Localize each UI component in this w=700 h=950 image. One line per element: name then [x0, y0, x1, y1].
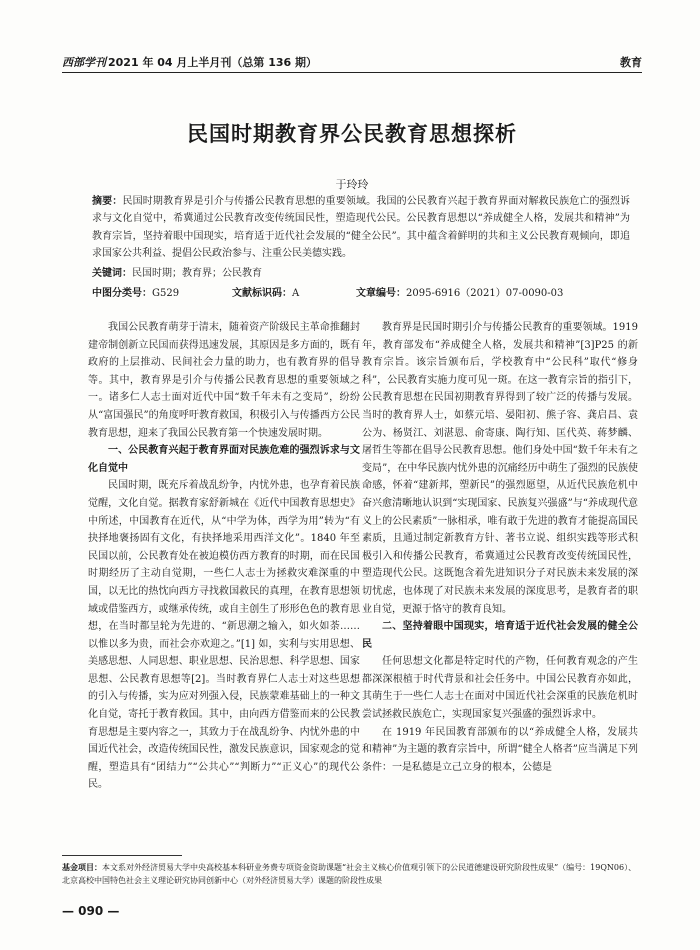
section-label: 教育	[620, 56, 642, 69]
funding-text: 本文系对外经济贸易大学中央高校基本科研业务费专项资金资助课题“社会主义核心价值观引领下的公民道德建设研究阶段性成果”（编号：19QN06）、北京高校中国特色社会主义理论研究协同创新中心（对外经济贸易大学）课题的阶段性成果	[62, 863, 637, 885]
clc-number: 中图分类号：G529	[92, 288, 180, 299]
section-heading-2: 二、坚持着眼中国现实，培育适于近代社会发展的健全公民	[362, 621, 638, 650]
section-heading-1: 一、公民教育兴起于教育界面对民族危难的强烈诉求与文化自觉中	[88, 445, 360, 474]
body-paragraph: 任何思想文化都是特定时代的产物，任何教育观念的产生都深深根植于时代背景和社会任务中。中国公民教育亦如此，其萌生于一些仁人志士在面对中国近代社会深重的民族危机时尝试拯救民族危亡，实现国家复兴强盛的强烈诉求中。	[362, 656, 638, 721]
issue-info: 2021 年 04 月上半月刊（总第 136 期）	[108, 56, 318, 69]
abstract-label: 摘要：	[92, 196, 123, 207]
page-number: — 090 —	[62, 904, 120, 918]
article-title: 民国时期教育界公民教育思想探析	[187, 122, 517, 146]
body-paragraph: 民国时期，既充斥着战乱纷争，内忧外患，也孕育着民族觉醒，文化自觉。据教育家舒新城在《近代中国教育思想史》中所述，中国教育在近代，从“中学为体，西学为用”转为“有抉择地褒扬固有文化，有抉择地采用西洋文化”。1840 年至民国以前，公民教育处在被迫模仿西方教育的时期，而在民国时期经历了主动自觉期，一些仁人志士为拯救灾难深重的中国，以无比的热忱向西方寻找救国救民的真理，在教育思想领域或借鉴西方，或继承传统，或自主创生了形形色色的教育思想，在当时都呈轮为先进的、“新思潮之输入，如火如荼……以惟以多为贵，而社会亦欢迎之。”[1] 如，实利与实用思想、美感思想、人同思想、职业思想、民治思想、科学思想、国家思想、公民教育思想等[2]。当时教育界仁人志士对这些思想的引入与传播，实为应对列强入侵，民族蒙难基础上的一种文化自觉，寄托于教育救国。其中，由向西方借鉴而来的公民教育思想是主要内容之一，其致力于在战乱纷争、内忧外患的中国近代社会，改造传统国民性，激发民族意识，国家观念的觉醒，塑造具有“团结力”“公共心”“判断力”“正义心”的现代公民。	[88, 480, 360, 791]
body-column-left	[88, 319, 360, 794]
funding-footnote	[62, 861, 642, 887]
header-rule	[62, 72, 642, 73]
keywords-label: 关键词：	[92, 268, 132, 279]
body-paragraph: 教育界是民国时期引介与传播公民教育的重要领域。1919 年，教育部发布“养成健全人格，发展共和精神”[3]P25 的新教育宗旨。该宗旨颁布后，学校教育中“公民科”取代“修身科”，公民教育实施力度可见一斑。在这一教育宗旨的指引下，公民教育思想在民国初期教育界得到了较广泛的传播与发展。当时的教育界人士，如蔡元培、晏阳初、熊子容、龚启昌、袁公为、杨贤江、刘湛恩、俞寄康、陶行知、匡代英、蒋梦麟、屠哲生等都在倡导公民教育思想。他们身处中国“数千年未有之变局”，在中华民族内忧外患的沉痛经历中萌生了强烈的民族使命感，怀着“建新邦，塑新民”的强烈愿望，从近代民族危机中奋兴愈清晰地认识到“实现国家、民族复兴强盛”与“养成现代意义上的公民素质”一脉相承，唯有敢于先进的教育才能提高国民素质，且通过制定新教育方针、著书立说、组织实践等形式积极引入和传播公民教育，希冀通过公民教育改变传统国民性，塑造现代公民。这既饱含着先进知识分子对民族未来发展的深切忧虑，也体现了对民族未来发展的深度思考，是教育者的职业自觉，更源于恪守的教育良知。	[362, 322, 638, 615]
body-column-right	[362, 319, 638, 776]
funding-label: 基金项目：	[62, 863, 102, 872]
article-author: 于玲玲	[335, 178, 369, 191]
body-paragraph: 我国公民教育萌芽于清末，随着资产阶级民主革命推翻封建帝制创新立民国而获得迅速发展，其原因是多方面的，既有政府的上层推动、民间社会力量的助力，也有教育界的倡导等。其中，教育界是引介与传播公民教育思想的重要领域之一。诸多仁人志士面对近代中国“数千年未有之变局”，纷纷从“富国强民”的角度呼吁教育救国，积极引入与传播西方公民教育思想，迎来了我国公民教育第一个快速发展时期。	[88, 322, 360, 439]
keywords	[92, 267, 630, 281]
journal-info	[62, 54, 317, 70]
journal-logo-text: 西部学刊	[62, 56, 106, 69]
article-number: 文章编号：2095-6916（2021）07-0090-03	[356, 288, 564, 299]
abstract	[92, 193, 630, 263]
abstract-text: 民国时期教育界是引介与传播公民教育思想的重要领域。我国的公民教育兴起于教育界面对解救民族危亡的强烈诉求与文化自觉中，希冀通过公民教育改变传统国民性，塑造现代公民。公民教育思想以“养成健全人格，发展共和精神”为教育宗旨，坚持着眼中国现实，培育适于近代社会发展的“健全公民”。其中蕴含着鲜明的共和主义公民教育观倾向，即追求国家公共利益、提倡公民政治参与、注重公民美德实践。	[92, 196, 631, 260]
keywords-text: 民国时期；教育界；公民教育	[132, 268, 262, 279]
running-header	[62, 54, 642, 70]
document-code: 文献标识码：A	[232, 288, 300, 299]
footnote-rule	[62, 855, 182, 856]
body-paragraph: 在 1919 年民国教育部颁布的以“养成健全人格，发展共和精神”为主题的教育宗旨中，所谓“健全人格者”应当满足下列条件：一是私德是立己立身的根本，公德是	[362, 726, 638, 773]
